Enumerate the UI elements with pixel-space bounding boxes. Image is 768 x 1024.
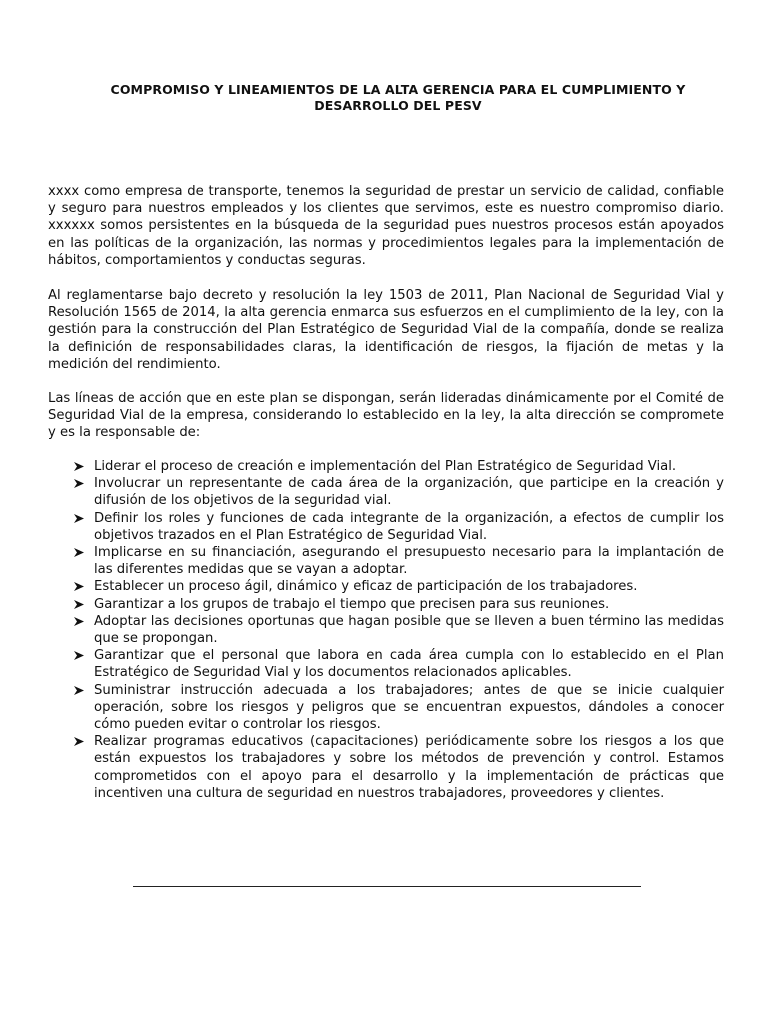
list-item xyxy=(48,578,724,595)
arrowhead-bullet-icon xyxy=(72,613,86,630)
paragraph-action-lines: Las líneas de acción que en este plan se dispongan, serán lideradas dinámicamente por el Comité de Seguridad Vial de la empresa, considerando lo establecido en la ley, la alta dirección se compromete y es la responsable de: xyxy=(48,391,724,441)
list-item xyxy=(48,613,724,647)
document-title xyxy=(60,82,736,114)
list-item-text: Implicarse en su financiación, asegurando el presupuesto necesario para la implantación de las diferentes medidas que se vayan a adoptar. xyxy=(94,545,724,578)
list-item-text: Realizar programas educativos (capacitaciones) periódicamente sobre los riesgos a los que están expuestos los trabajadores y sobre los métodos de prevención y control. Estamos comprometidos con el apoyo para el desarrollo y la implementación de prácticas que incentiven una cultura de seguridad en nuestros trabajadores, proveedores y clientes. xyxy=(94,734,724,801)
list-item-text: Garantizar a los grupos de trabajo el tiempo que precisen para sus reuniones. xyxy=(94,596,610,612)
arrowhead-bullet-icon xyxy=(72,647,86,664)
title-line-1: COMPROMISO Y LINEAMIENTOS DE LA ALTA GERENCIA PARA EL CUMPLIMIENTO Y xyxy=(110,82,686,97)
list-item-text: Suministrar instrucción adecuada a los trabajadores; antes de que se inicie cualquier operación, sobre los riesgos y peligros que se encuentran expuestos, dándoles a conocer cómo pueden evitar o controlar los riesgos. xyxy=(94,682,724,733)
title-line-2: DESARROLLO DEL PESV xyxy=(314,98,482,113)
list-item xyxy=(48,544,724,578)
list-item xyxy=(48,682,724,734)
arrowhead-bullet-icon xyxy=(72,544,86,561)
list-item xyxy=(48,647,724,681)
list-item-text: Involucrar un representante de cada área de la organización, que participe en la creación y difusión de los objetivos de la seguridad vial. xyxy=(94,476,724,509)
arrowhead-bullet-icon xyxy=(72,682,86,699)
list-item-text: Establecer un proceso ágil, dinámico y eficaz de participación de los trabajadores. xyxy=(94,579,638,595)
list-item xyxy=(48,510,724,544)
paragraph-commitment: xxxx como empresa de transporte, tenemos la seguridad de prestar un servicio de calidad, confiable y seguro para nuestros empleados y los clientes que servimos, este es nuestro compromiso diario. xxxxxx somos persistentes en la búsqueda de la seguridad pues nuestros procesos están apoyados en las políticas de la organización, las normas y procedimientos legales para la implementación de hábitos, comportamientos y conductas seguras. xyxy=(48,184,724,268)
arrowhead-bullet-icon xyxy=(72,510,86,527)
list-item-text: Liderar el proceso de creación e implementación del Plan Estratégico de Seguridad Vial. xyxy=(94,459,677,474)
list-item xyxy=(48,458,724,475)
signature-line xyxy=(133,886,641,887)
arrowhead-bullet-icon xyxy=(72,458,86,475)
arrowhead-bullet-icon xyxy=(72,475,86,492)
list-item-text: Definir los roles y funciones de cada integrante de la organización, a efectos de cumplir los objetivos trazados en el Plan Estratégico de Seguridad Vial. xyxy=(94,510,724,543)
list-item xyxy=(48,733,724,802)
list-item xyxy=(48,596,724,613)
arrowhead-bullet-icon xyxy=(72,578,86,595)
list-item-text: Adoptar las decisiones oportunas que hagan posible que se lleven a buen término las medidas que se propongan. xyxy=(94,613,724,647)
list-item xyxy=(48,475,724,509)
paragraph-regulation: Al reglamentarse bajo decreto y resolución la ley 1503 de 2011, Plan Nacional de Seguridad Vial y Resolución 1565 de 2014, la alta gerencia enmarca sus esfuerzos en el cumplimiento de la ley, con la gestión para la construcción del Plan Estratégico de Seguridad Vial de la compañía, donde se realiza la definición de responsabilidades claras, la identificación de riesgos, la fijación de metas y la medición del rendimiento. xyxy=(48,288,724,372)
list-item-text: Garantizar que el personal que labora en cada área cumpla con lo establecido en el Plan Estratégico de Seguridad Vial y los documentos relacionados aplicables. xyxy=(94,648,724,681)
arrowhead-bullet-icon xyxy=(72,733,86,750)
arrowhead-bullet-icon xyxy=(72,596,86,613)
responsibilities-list xyxy=(48,458,724,802)
